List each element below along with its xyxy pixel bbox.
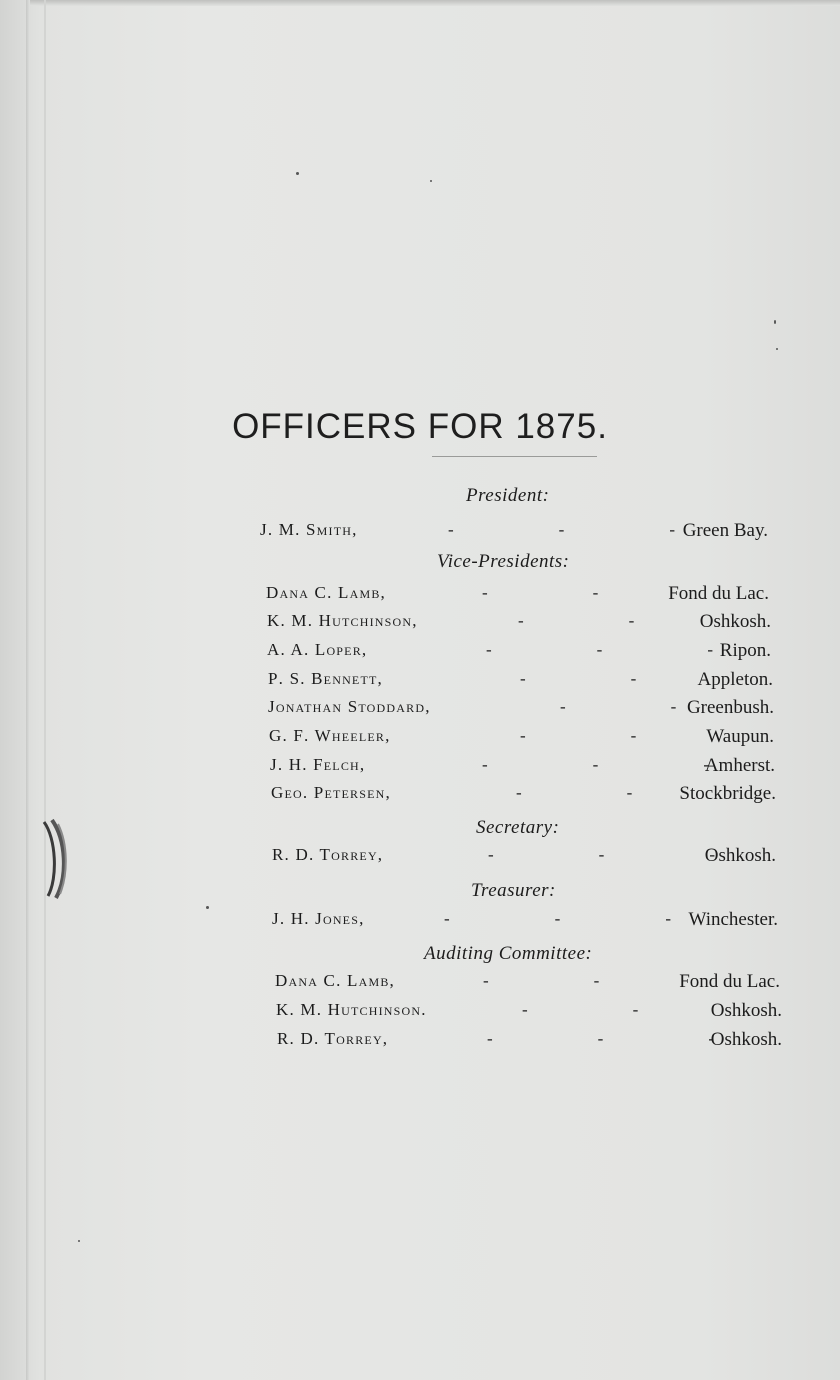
leader-dashes: - - -: [444, 909, 671, 928]
leader-dashes: - -: [560, 697, 677, 716]
officer-row: [0, 640, 840, 666]
page-title: OFFICERS FOR 1875.: [232, 407, 608, 447]
officer-place: Oshkosh.: [710, 1029, 782, 1050]
officer-place: Ripon.: [719, 640, 771, 661]
officer-row: [0, 697, 840, 723]
officer-row: [0, 845, 840, 871]
paper-speck: [430, 180, 432, 182]
leader-dashes: - -: [520, 726, 637, 745]
leader-dashes: - -: [483, 971, 600, 990]
officer-place: Stockbridge.: [679, 783, 776, 804]
officer-name: R. D. Torrey,: [277, 1029, 389, 1048]
officer-place: Oshkosh.: [704, 845, 776, 866]
officer-place: Green Bay.: [682, 520, 768, 541]
officer-place: Appleton.: [697, 669, 773, 690]
officer-row: [0, 971, 840, 997]
officer-row: [0, 583, 840, 609]
section-heading: Treasurer:: [471, 880, 556, 901]
officer-row: [0, 755, 840, 781]
leader-dashes: - - -: [482, 755, 709, 774]
officer-name: G. F. Wheeler,: [269, 726, 391, 745]
officer-row: [0, 611, 840, 637]
officer-place: Waupun.: [706, 726, 774, 747]
officer-name: J. H. Felch,: [270, 755, 366, 774]
leader-dashes: - -: [520, 669, 637, 688]
officer-place: Winchester.: [688, 909, 778, 930]
section-heading: Vice-Presidents:: [437, 551, 570, 572]
paper-speck: [774, 320, 776, 324]
officer-row: [0, 909, 840, 935]
officer-name: J. H. Jones,: [272, 909, 365, 928]
leader-dashes: - -: [482, 583, 599, 602]
section-heading: Auditing Committee:: [424, 943, 593, 964]
officer-place: Amherst.: [704, 755, 775, 776]
title-rule: [432, 456, 597, 457]
officer-place: Greenbush.: [686, 697, 774, 718]
officer-name: A. A. Loper,: [267, 640, 368, 659]
officer-row: [0, 1000, 840, 1026]
officer-place: Fond du Lac.: [679, 971, 780, 992]
officer-place: Fond du Lac.: [668, 583, 769, 604]
leader-dashes: - - -: [486, 640, 713, 659]
leader-dashes: - -: [516, 783, 633, 802]
paper-speck: [78, 1240, 80, 1242]
officer-name: R. D. Torrey,: [272, 845, 384, 864]
officer-place: Oshkosh.: [699, 611, 771, 632]
officer-name: J. M. Smith,: [260, 520, 358, 539]
officer-name: Geo. Petersen,: [271, 783, 391, 802]
officer-row: [0, 726, 840, 752]
officer-name: Dana C. Lamb,: [275, 971, 395, 990]
paper-speck: [296, 172, 299, 175]
leader-dashes: - - -: [448, 520, 675, 539]
leader-dashes: - - -: [488, 845, 715, 864]
section-heading: President:: [466, 485, 550, 506]
page-top-edge: [26, 0, 840, 6]
officer-row: [0, 520, 840, 546]
officer-name: Jonathan Stoddard,: [268, 697, 431, 716]
leader-dashes: - -: [518, 611, 635, 630]
officer-name: K. M. Hutchinson.: [276, 1000, 427, 1019]
officer-name: Dana C. Lamb,: [266, 583, 386, 602]
officer-row: [0, 669, 840, 695]
paper-speck: [776, 348, 778, 350]
officer-row: [0, 783, 840, 809]
leader-dashes: - - -: [487, 1029, 714, 1048]
leader-dashes: - -: [522, 1000, 639, 1019]
officer-name: P. S. Bennett,: [268, 669, 383, 688]
officer-row: [0, 1029, 840, 1055]
officer-place: Oshkosh.: [710, 1000, 782, 1021]
section-heading: Secretary:: [476, 817, 560, 838]
officer-name: K. M. Hutchinson,: [267, 611, 418, 630]
